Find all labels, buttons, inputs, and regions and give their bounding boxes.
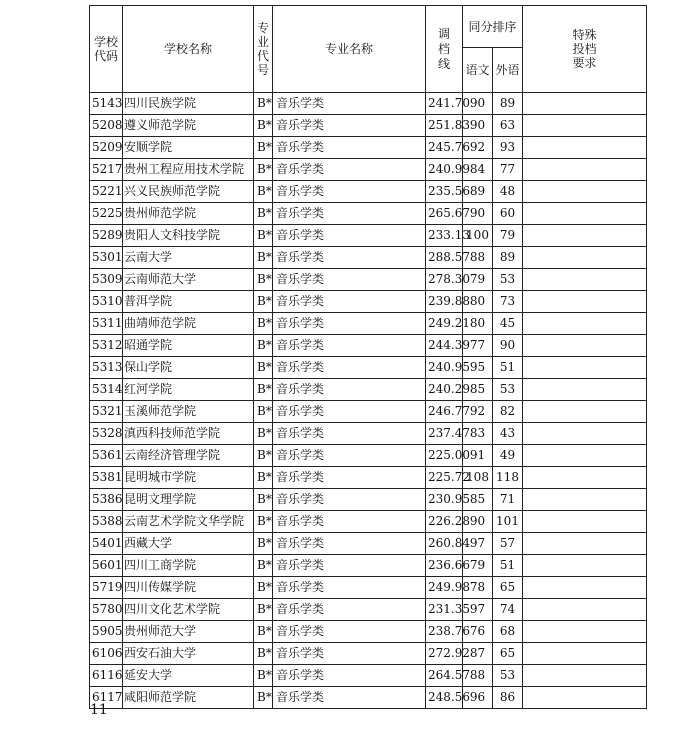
major-code-cell: B*	[254, 269, 273, 291]
special-requirement-cell	[523, 115, 647, 137]
table-row	[90, 379, 647, 401]
table-row	[90, 511, 647, 533]
chinese-rank-cell: 90	[463, 203, 493, 225]
special-requirement-cell	[523, 621, 647, 643]
school-code-cell: 5311	[90, 313, 123, 335]
school-code-cell: 5328	[90, 423, 123, 445]
school-name-cell: 普洱学院	[123, 291, 254, 313]
major-code-cell: B*	[254, 643, 273, 665]
table-row	[90, 555, 647, 577]
school-code-cell: 6117	[90, 687, 123, 709]
major-name-cell: 音乐学类	[273, 599, 426, 621]
cutoff-score-cell: 260.84	[426, 533, 463, 555]
cutoff-score-cell: 226.28	[426, 511, 463, 533]
school-code-cell: 5289	[90, 225, 123, 247]
foreign-rank-cell: 53	[493, 379, 523, 401]
special-requirement-cell	[523, 489, 647, 511]
cutoff-score-cell: 246.77	[426, 401, 463, 423]
table-row	[90, 247, 647, 269]
chinese-rank-cell: 89	[463, 181, 493, 203]
foreign-rank-cell: 79	[493, 225, 523, 247]
school-code-cell: 5381	[90, 467, 123, 489]
school-name-cell: 云南师范大学	[123, 269, 254, 291]
major-code-cell: B*	[254, 203, 273, 225]
major-code-cell: B*	[254, 423, 273, 445]
special-requirement-cell	[523, 379, 647, 401]
special-requirement-cell	[523, 401, 647, 423]
special-requirement-cell	[523, 181, 647, 203]
school-code-cell: 5310	[90, 291, 123, 313]
major-code-cell: B*	[254, 247, 273, 269]
special-requirement-cell	[523, 467, 647, 489]
major-code-cell: B*	[254, 621, 273, 643]
major-name-cell: 音乐学类	[273, 621, 426, 643]
special-requirement-cell	[523, 423, 647, 445]
school-code-cell: 5309	[90, 269, 123, 291]
table-row	[90, 335, 647, 357]
school-name-cell: 玉溪师范学院	[123, 401, 254, 423]
major-name-cell: 音乐学类	[273, 511, 426, 533]
cutoff-score-cell: 248.56	[426, 687, 463, 709]
cutoff-score-cell: 245.76	[426, 137, 463, 159]
special-requirement-cell	[523, 225, 647, 247]
school-name-cell: 贵州工程应用技术学院	[123, 159, 254, 181]
table-row	[90, 313, 647, 335]
header-major-code: 专业代号	[254, 6, 273, 93]
table-row	[90, 621, 647, 643]
school-name-cell: 云南艺术学院文华学院	[123, 511, 254, 533]
table-row	[90, 687, 647, 709]
chinese-rank-cell: 79	[463, 555, 493, 577]
chinese-rank-cell: 80	[463, 291, 493, 313]
foreign-rank-cell: 90	[493, 335, 523, 357]
table-row	[90, 181, 647, 203]
major-name-cell: 音乐学类	[273, 291, 426, 313]
special-requirement-cell	[523, 445, 647, 467]
school-name-cell: 云南大学	[123, 247, 254, 269]
table-row	[90, 665, 647, 687]
school-code-cell: 5208	[90, 115, 123, 137]
foreign-rank-cell: 86	[493, 687, 523, 709]
school-code-cell: 5221	[90, 181, 123, 203]
foreign-rank-cell: 73	[493, 291, 523, 313]
table-row	[90, 115, 647, 137]
cutoff-score-cell: 265.67	[426, 203, 463, 225]
table-row	[90, 137, 647, 159]
chinese-rank-cell: 85	[463, 489, 493, 511]
header-tiebreak: 同分排序	[463, 6, 523, 48]
major-code-cell: B*	[254, 511, 273, 533]
header-school-code: 学校代码	[90, 6, 123, 93]
foreign-rank-cell: 65	[493, 643, 523, 665]
cutoff-score-cell: 240.95	[426, 357, 463, 379]
special-requirement-cell	[523, 313, 647, 335]
header-school-name: 学校名称	[123, 6, 254, 93]
major-code-cell: B*	[254, 137, 273, 159]
school-code-cell: 5780	[90, 599, 123, 621]
foreign-rank-cell: 48	[493, 181, 523, 203]
major-name-cell: 音乐学类	[273, 577, 426, 599]
major-code-cell: B*	[254, 687, 273, 709]
chinese-rank-cell: 97	[463, 533, 493, 555]
header-special: 特殊投档要求	[523, 6, 647, 93]
cutoff-score-cell: 235.56	[426, 181, 463, 203]
cutoff-score-cell: 238.76	[426, 621, 463, 643]
school-code-cell: 5361	[90, 445, 123, 467]
special-requirement-cell	[523, 247, 647, 269]
cutoff-score-cell: 236.66	[426, 555, 463, 577]
special-requirement-cell	[523, 357, 647, 379]
chinese-rank-cell: 100	[463, 225, 493, 247]
school-name-cell: 咸阳师范学院	[123, 687, 254, 709]
chinese-rank-cell: 91	[463, 445, 493, 467]
cutoff-score-cell: 249.21	[426, 313, 463, 335]
cutoff-score-cell: 288.57	[426, 247, 463, 269]
school-name-cell: 兴义民族师范学院	[123, 181, 254, 203]
school-code-cell: 5143	[90, 93, 123, 115]
special-requirement-cell	[523, 291, 647, 313]
cutoff-score-cell: 249.98	[426, 577, 463, 599]
cutoff-score-cell: 240.99	[426, 159, 463, 181]
major-code-cell: B*	[254, 489, 273, 511]
chinese-rank-cell: 90	[463, 93, 493, 115]
major-code-cell: B*	[254, 291, 273, 313]
school-code-cell: 6116	[90, 665, 123, 687]
special-requirement-cell	[523, 533, 647, 555]
special-requirement-cell	[523, 93, 647, 115]
foreign-rank-cell: 51	[493, 555, 523, 577]
major-code-cell: B*	[254, 599, 273, 621]
cutoff-score-cell: 239.88	[426, 291, 463, 313]
foreign-rank-cell: 93	[493, 137, 523, 159]
special-requirement-cell	[523, 577, 647, 599]
chinese-rank-cell: 90	[463, 511, 493, 533]
chinese-rank-cell: 97	[463, 599, 493, 621]
major-name-cell: 音乐学类	[273, 533, 426, 555]
table-row	[90, 93, 647, 115]
school-code-cell: 5312	[90, 335, 123, 357]
school-code-cell: 5209	[90, 137, 123, 159]
table-row	[90, 225, 647, 247]
major-name-cell: 音乐学类	[273, 225, 426, 247]
school-name-cell: 四川工商学院	[123, 555, 254, 577]
school-name-cell: 滇西科技师范学院	[123, 423, 254, 445]
table-row	[90, 489, 647, 511]
table-row	[90, 467, 647, 489]
major-code-cell: B*	[254, 379, 273, 401]
school-code-cell: 5401	[90, 533, 123, 555]
table-row	[90, 291, 647, 313]
major-code-cell: B*	[254, 93, 273, 115]
foreign-rank-cell: 89	[493, 247, 523, 269]
cutoff-score-cell: 230.95	[426, 489, 463, 511]
major-name-cell: 音乐学类	[273, 445, 426, 467]
special-requirement-cell	[523, 555, 647, 577]
major-name-cell: 音乐学类	[273, 489, 426, 511]
school-name-cell: 四川民族学院	[123, 93, 254, 115]
major-name-cell: 音乐学类	[273, 423, 426, 445]
table-row	[90, 423, 647, 445]
special-requirement-cell	[523, 599, 647, 621]
special-requirement-cell	[523, 511, 647, 533]
chinese-rank-cell: 76	[463, 621, 493, 643]
chinese-rank-cell: 85	[463, 379, 493, 401]
major-name-cell: 音乐学类	[273, 115, 426, 137]
school-name-cell: 西安石油大学	[123, 643, 254, 665]
school-name-cell: 昆明城市学院	[123, 467, 254, 489]
school-code-cell: 5225	[90, 203, 123, 225]
chinese-rank-cell: 88	[463, 247, 493, 269]
school-name-cell: 贵州师范大学	[123, 621, 254, 643]
cutoff-score-cell: 237.47	[426, 423, 463, 445]
table-row	[90, 643, 647, 665]
cutoff-score-cell: 240.29	[426, 379, 463, 401]
major-name-cell: 音乐学类	[273, 181, 426, 203]
foreign-rank-cell: 57	[493, 533, 523, 555]
cutoff-score-cell: 241.70	[426, 93, 463, 115]
cutoff-score-cell: 244.39	[426, 335, 463, 357]
chinese-rank-cell: 92	[463, 137, 493, 159]
table-row	[90, 577, 647, 599]
chinese-rank-cell: 83	[463, 423, 493, 445]
table-row	[90, 401, 647, 423]
school-name-cell: 遵义师范学院	[123, 115, 254, 137]
cutoff-score-cell: 233.13	[426, 225, 463, 247]
major-name-cell: 音乐学类	[273, 401, 426, 423]
school-code-cell: 5905	[90, 621, 123, 643]
school-code-cell: 5388	[90, 511, 123, 533]
major-name-cell: 音乐学类	[273, 93, 426, 115]
school-code-cell: 5321	[90, 401, 123, 423]
school-name-cell: 昭通学院	[123, 335, 254, 357]
header-cutoff: 调档线	[426, 6, 463, 93]
foreign-rank-cell: 68	[493, 621, 523, 643]
header-foreign: 外语	[493, 48, 523, 93]
major-name-cell: 音乐学类	[273, 269, 426, 291]
foreign-rank-cell: 71	[493, 489, 523, 511]
foreign-rank-cell: 51	[493, 357, 523, 379]
school-name-cell: 安顺学院	[123, 137, 254, 159]
major-code-cell: B*	[254, 665, 273, 687]
major-code-cell: B*	[254, 313, 273, 335]
foreign-rank-cell: 118	[493, 467, 523, 489]
school-code-cell: 5601	[90, 555, 123, 577]
major-name-cell: 音乐学类	[273, 379, 426, 401]
major-code-cell: B*	[254, 115, 273, 137]
special-requirement-cell	[523, 665, 647, 687]
major-name-cell: 音乐学类	[273, 555, 426, 577]
cutoff-score-cell: 251.83	[426, 115, 463, 137]
school-code-cell: 5301	[90, 247, 123, 269]
major-name-cell: 音乐学类	[273, 665, 426, 687]
school-code-cell: 5314	[90, 379, 123, 401]
school-code-cell: 5217	[90, 159, 123, 181]
school-code-cell: 5386	[90, 489, 123, 511]
foreign-rank-cell: 63	[493, 115, 523, 137]
school-name-cell: 云南经济管理学院	[123, 445, 254, 467]
school-code-cell: 6106	[90, 643, 123, 665]
chinese-rank-cell: 77	[463, 335, 493, 357]
cutoff-score-cell: 264.57	[426, 665, 463, 687]
foreign-rank-cell: 65	[493, 577, 523, 599]
chinese-rank-cell: 88	[463, 665, 493, 687]
school-name-cell: 曲靖师范学院	[123, 313, 254, 335]
foreign-rank-cell: 82	[493, 401, 523, 423]
header-major-name: 专业名称	[273, 6, 426, 93]
major-name-cell: 音乐学类	[273, 137, 426, 159]
page-number: 11	[90, 702, 108, 718]
foreign-rank-cell: 49	[493, 445, 523, 467]
special-requirement-cell	[523, 643, 647, 665]
special-requirement-cell	[523, 159, 647, 181]
cutoff-score-cell: 225.72	[426, 467, 463, 489]
school-name-cell: 红河学院	[123, 379, 254, 401]
cutoff-score-cell: 278.30	[426, 269, 463, 291]
major-code-cell: B*	[254, 335, 273, 357]
school-name-cell: 昆明文理学院	[123, 489, 254, 511]
major-name-cell: 音乐学类	[273, 159, 426, 181]
chinese-rank-cell: 90	[463, 115, 493, 137]
foreign-rank-cell: 74	[493, 599, 523, 621]
foreign-rank-cell: 101	[493, 511, 523, 533]
school-name-cell: 贵阳人文科技学院	[123, 225, 254, 247]
school-name-cell: 西藏大学	[123, 533, 254, 555]
special-requirement-cell	[523, 137, 647, 159]
foreign-rank-cell: 53	[493, 269, 523, 291]
major-code-cell: B*	[254, 467, 273, 489]
chinese-rank-cell: 87	[463, 643, 493, 665]
major-code-cell: B*	[254, 533, 273, 555]
school-name-cell: 四川传媒学院	[123, 577, 254, 599]
special-requirement-cell	[523, 335, 647, 357]
table-row	[90, 599, 647, 621]
major-name-cell: 音乐学类	[273, 335, 426, 357]
school-name-cell: 保山学院	[123, 357, 254, 379]
major-name-cell: 音乐学类	[273, 357, 426, 379]
major-code-cell: B*	[254, 181, 273, 203]
major-name-cell: 音乐学类	[273, 247, 426, 269]
school-code-cell: 5719	[90, 577, 123, 599]
chinese-rank-cell: 108	[463, 467, 493, 489]
admission-table	[89, 5, 647, 709]
header-chinese: 语文	[463, 48, 493, 93]
school-name-cell: 贵州师范学院	[123, 203, 254, 225]
foreign-rank-cell: 45	[493, 313, 523, 335]
major-name-cell: 音乐学类	[273, 687, 426, 709]
special-requirement-cell	[523, 203, 647, 225]
school-name-cell: 四川文化艺术学院	[123, 599, 254, 621]
special-requirement-cell	[523, 269, 647, 291]
major-name-cell: 音乐学类	[273, 313, 426, 335]
table-row	[90, 445, 647, 467]
chinese-rank-cell: 95	[463, 357, 493, 379]
chinese-rank-cell: 84	[463, 159, 493, 181]
major-code-cell: B*	[254, 577, 273, 599]
major-name-cell: 音乐学类	[273, 643, 426, 665]
foreign-rank-cell: 89	[493, 93, 523, 115]
major-code-cell: B*	[254, 225, 273, 247]
major-code-cell: B*	[254, 159, 273, 181]
table-row	[90, 159, 647, 181]
chinese-rank-cell: 79	[463, 269, 493, 291]
table-row	[90, 269, 647, 291]
cutoff-score-cell: 231.35	[426, 599, 463, 621]
major-code-cell: B*	[254, 445, 273, 467]
chinese-rank-cell: 92	[463, 401, 493, 423]
foreign-rank-cell: 60	[493, 203, 523, 225]
chinese-rank-cell: 96	[463, 687, 493, 709]
special-requirement-cell	[523, 687, 647, 709]
school-code-cell: 5313	[90, 357, 123, 379]
foreign-rank-cell: 43	[493, 423, 523, 445]
foreign-rank-cell: 53	[493, 665, 523, 687]
major-code-cell: B*	[254, 357, 273, 379]
cutoff-score-cell: 225.00	[426, 445, 463, 467]
chinese-rank-cell: 78	[463, 577, 493, 599]
major-code-cell: B*	[254, 401, 273, 423]
cutoff-score-cell: 272.92	[426, 643, 463, 665]
school-name-cell: 延安大学	[123, 665, 254, 687]
major-name-cell: 音乐学类	[273, 203, 426, 225]
table-row	[90, 533, 647, 555]
foreign-rank-cell: 77	[493, 159, 523, 181]
chinese-rank-cell: 80	[463, 313, 493, 335]
table-row	[90, 203, 647, 225]
table-row	[90, 357, 647, 379]
major-code-cell: B*	[254, 555, 273, 577]
major-name-cell: 音乐学类	[273, 467, 426, 489]
